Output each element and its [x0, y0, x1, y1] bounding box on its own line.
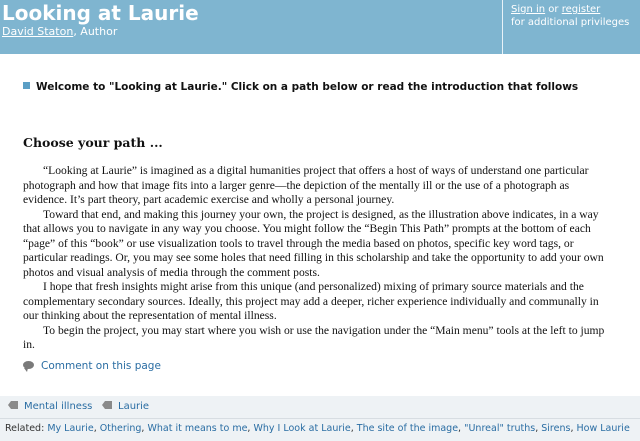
- related-link-what-it-means[interactable]: What it means to me: [147, 423, 248, 434]
- related-link-sirens[interactable]: Sirens: [541, 423, 571, 434]
- site-header: [0, 0, 640, 54]
- related-separator: ,: [350, 423, 354, 434]
- tag-label: Laurie: [118, 401, 150, 412]
- related-link-why-i-look[interactable]: Why I Look at Laurie: [253, 423, 351, 434]
- tag-icon: [8, 401, 18, 409]
- paragraph-2: Toward that end, and making this journey your own, the project is designed, as the illustration above indicates, in a way that allows you to navigate in any way you choose. You might follow the “Begin This Path” prompts at the bottom of each “page” of this “book” or use visualization tools to travel through the media based on photos, specific key word tags, or particular readings. Or, you may see some holes that need filling in this scholarship and take the opportunity to add your own photos and visual analysis of media through the comment posts.: [23, 207, 604, 279]
- related-link-my-laurie[interactable]: My Laurie: [47, 423, 94, 434]
- or-text: or: [545, 4, 562, 15]
- welcome-line: [23, 80, 578, 94]
- auth-links: [511, 3, 640, 16]
- author-suffix: , Author: [73, 25, 118, 38]
- related-separator: ,: [247, 423, 251, 434]
- related-link-othering[interactable]: Othering: [99, 423, 142, 434]
- comment-link-label: Comment on this page: [41, 360, 161, 372]
- auth-box: [502, 0, 640, 54]
- tag-label: Mental illness: [24, 401, 93, 412]
- intro-text: [23, 164, 613, 353]
- paragraph-4: To begin the project, you may start where you wish or use the navigation under the “Main menu” tools at the left to jump in.: [23, 323, 605, 351]
- related-separator: ,: [458, 423, 462, 434]
- related-separator: ,: [570, 423, 574, 434]
- tag-laurie[interactable]: [102, 400, 149, 414]
- page-heading: Choose your path ...: [23, 135, 163, 150]
- related-link-unreal-truths[interactable]: "Unreal" truths: [464, 423, 536, 434]
- comment-bubble-icon: [23, 361, 34, 369]
- related-link-site-of-image[interactable]: The site of the image: [356, 423, 459, 434]
- related-label: Related:: [5, 423, 45, 434]
- welcome-text: Welcome to "Looking at Laurie." Click on a path below or read the introduction that follows: [36, 81, 579, 93]
- author-line: [2, 25, 117, 39]
- related-separator: ,: [535, 423, 539, 434]
- related-separator: ,: [141, 423, 145, 434]
- book-title[interactable]: Looking at Laurie: [2, 1, 199, 25]
- tags-bar: [0, 396, 640, 418]
- tag-icon: [102, 401, 112, 409]
- related-separator: ,: [93, 423, 97, 434]
- related-link-how-laurie[interactable]: How Laurie: [576, 423, 630, 434]
- register-link[interactable]: register: [561, 4, 601, 15]
- comment-on-page-link[interactable]: [23, 359, 161, 373]
- author-link[interactable]: David Staton: [2, 25, 74, 38]
- paragraph-1: “Looking at Laurie” is imagined as a digital humanities project that offers a host of ways of understand one particular photograph and how that image fits into a larger genre—the depiction of the mentally ill or the use of a photograph as evidence. It’s part theory, part academic exercise and wholly a personal journey.: [23, 164, 589, 206]
- square-bullet-icon: [23, 82, 30, 89]
- privileges-text: for additional privileges: [511, 17, 630, 28]
- sign-in-link[interactable]: Sign in: [511, 4, 546, 15]
- paragraph-3: I hope that fresh insights might arise from this unique (and personalized) mixing of primary source materials and the complementary secondary sources. Ideally, this project may add a deeper, richer experience individually and communally in our thinking about the representation of mental illness.: [23, 280, 599, 322]
- tag-mental-illness[interactable]: [8, 400, 92, 414]
- related-bar: [0, 418, 640, 441]
